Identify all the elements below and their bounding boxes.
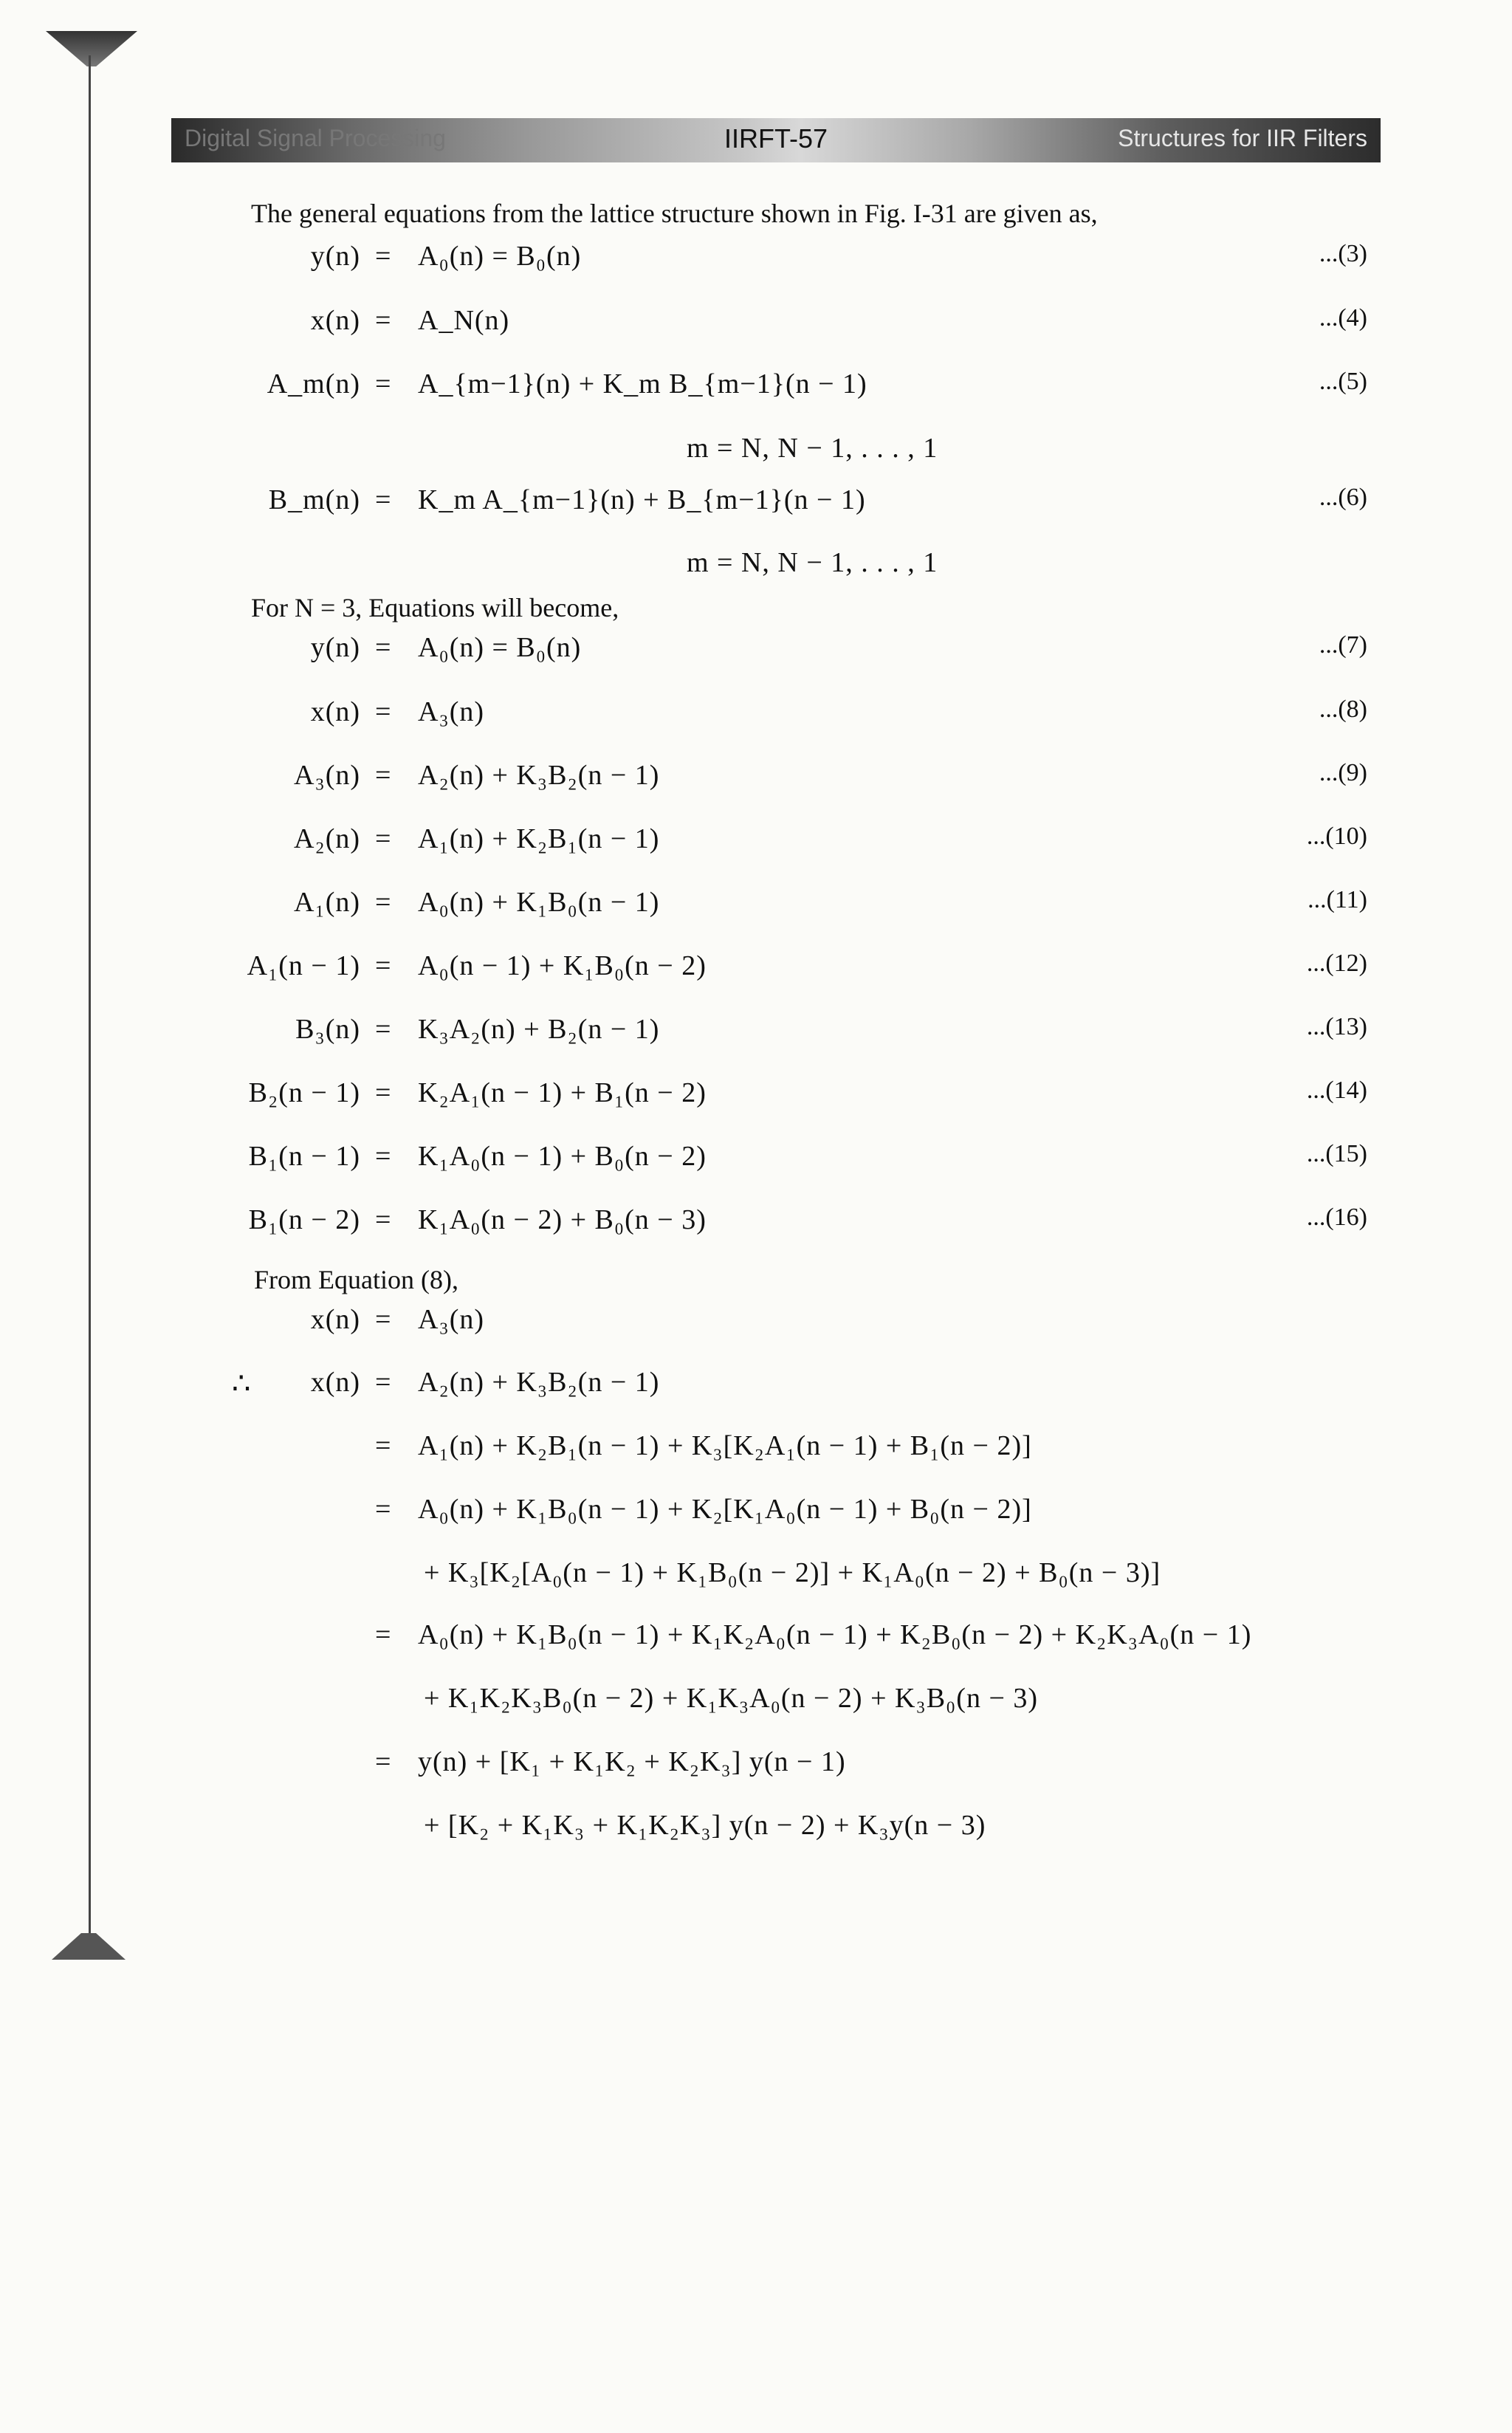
equals-sign: =	[375, 484, 391, 515]
equals-sign: =	[375, 887, 391, 918]
equation-rhs: A₃(n)	[418, 1304, 484, 1335]
derivation-step-3-continued	[0, 1682, 1512, 1726]
equation-8	[0, 696, 1512, 740]
equation-lhs: x(n)	[310, 305, 360, 336]
equals-sign: =	[375, 1204, 391, 1235]
equals-sign: =	[375, 1077, 391, 1108]
equation-rhs: K₁A₀(n − 1) + B₀(n − 2)	[418, 1141, 707, 1172]
equals-sign: =	[375, 1304, 391, 1335]
equation-12	[0, 950, 1512, 994]
equation-number: ...(9)	[1319, 759, 1367, 786]
equation-lhs: x(n)	[310, 1304, 360, 1335]
equals-sign: =	[375, 1746, 391, 1777]
equation-number: ...(12)	[1306, 950, 1367, 977]
equation-15	[0, 1140, 1512, 1184]
equation-number: ...(8)	[1319, 696, 1367, 723]
equals-sign: =	[375, 1619, 391, 1650]
derivation-step-2-continued	[0, 1557, 1512, 1601]
equation-lhs: B₁(n − 2)	[248, 1204, 360, 1235]
for-n3-text: For N = 3, Equations will become,	[251, 593, 619, 622]
equation-number: ...(13)	[1306, 1013, 1367, 1040]
equation-number: ...(6)	[1319, 484, 1367, 511]
equation-lhs: x(n)	[310, 1367, 360, 1398]
equation-rhs: A₂(n) + K₃B₂(n − 1)	[418, 1367, 660, 1398]
equation-number: ...(15)	[1306, 1140, 1367, 1167]
equals-sign: =	[375, 1014, 391, 1045]
equation-rhs: A₀(n − 1) + K₁B₀(n − 2)	[418, 950, 707, 981]
equation-rhs: A_N(n)	[418, 305, 510, 336]
equation-6	[0, 484, 1512, 528]
equation-lhs: A_m(n)	[267, 368, 360, 399]
equation-lhs: A₂(n)	[294, 823, 360, 854]
derivation-line-2	[0, 1366, 1512, 1410]
equation-number: ...(16)	[1306, 1204, 1367, 1231]
equation-lhs: B₁(n − 1)	[248, 1141, 360, 1172]
derivation-expression: + [K₂ + K₁K₃ + K₁K₂K₃] y(n − 2) + K₃y(n − 3)	[424, 1810, 986, 1841]
equation-rhs: K₂A₁(n − 1) + B₁(n − 2)	[418, 1077, 707, 1108]
equation-10	[0, 823, 1512, 867]
therefore-symbol: ∴	[232, 1367, 251, 1400]
equation-lhs: A₁(n)	[294, 887, 360, 918]
equation-rhs: K₃A₂(n) + B₂(n − 1)	[418, 1014, 660, 1045]
equation-rhs: A₀(n) + K₁B₀(n − 1)	[418, 887, 660, 918]
page-header	[171, 118, 1381, 162]
binding-clip	[46, 31, 137, 66]
equation-lhs: y(n)	[310, 241, 360, 272]
equation-rhs: A₀(n) = B₀(n)	[418, 241, 582, 272]
equation-3	[0, 240, 1512, 284]
equation-number: ...(4)	[1319, 304, 1367, 332]
equation-rhs: K₁A₀(n − 2) + B₀(n − 3)	[418, 1204, 707, 1235]
equation-4	[0, 304, 1512, 349]
equation-number: ...(3)	[1319, 240, 1367, 267]
equation-number: ...(11)	[1307, 886, 1367, 913]
equation-number: ...(7)	[1319, 631, 1367, 659]
derivation-step-2	[0, 1493, 1512, 1537]
equals-sign: =	[375, 950, 391, 981]
equation-rhs: A₂(n) + K₃B₂(n − 1)	[418, 760, 660, 791]
derivation-expression: A₀(n) + K₁B₀(n − 1) + K₁K₂A₀(n − 1) + K₂B₀(n − 2) + K₂K₃A₀(n − 1)	[418, 1619, 1252, 1650]
equals-sign: =	[375, 823, 391, 854]
derivation-expression: A₁(n) + K₂B₁(n − 1) + K₃[K₂A₁(n − 1) + B₁(n − 2)]	[418, 1430, 1032, 1461]
equation-lhs: x(n)	[310, 696, 360, 727]
equals-sign: =	[375, 696, 391, 727]
derivation-expression: A₀(n) + K₁B₀(n − 1) + K₂[K₁A₀(n − 1) + B₀(n − 2)]	[418, 1494, 1032, 1525]
derivation-expression: y(n) + [K₁ + K₁K₂ + K₂K₃] y(n − 1)	[418, 1746, 846, 1777]
equation-14	[0, 1077, 1512, 1121]
derivation-line-1	[0, 1303, 1512, 1348]
equation-rhs: A₀(n) = B₀(n)	[418, 632, 582, 663]
header-left-text: Digital Signal Processing	[185, 125, 446, 151]
equation-11	[0, 886, 1512, 930]
intro-text: The general equations from the lattice structure shown in Fig. I-31 are given as,	[251, 199, 1098, 228]
binding-foot	[52, 1933, 126, 1960]
derivation-step-4	[0, 1746, 1512, 1790]
derivation-step-4-continued	[0, 1809, 1512, 1853]
equation-rhs: K_m A_{m−1}(n) + B_{m−1}(n − 1)	[418, 484, 866, 515]
equation-7	[0, 631, 1512, 676]
equation-rhs: A₁(n) + K₂B₁(n − 1)	[418, 823, 660, 854]
equals-sign: =	[375, 1141, 391, 1172]
equals-sign: =	[375, 760, 391, 791]
equation-lhs: B₃(n)	[295, 1014, 360, 1045]
from-equation-text: From Equation (8),	[254, 1265, 458, 1294]
equation-number: ...(5)	[1319, 368, 1367, 395]
equation-rhs: A₃(n)	[418, 696, 484, 727]
equation-5-condition: m = N, N − 1, . . . , 1	[687, 433, 938, 464]
equals-sign: =	[375, 305, 391, 336]
derivation-step-3	[0, 1619, 1512, 1663]
equation-9	[0, 759, 1512, 803]
header-title: IIRFT-57	[724, 123, 828, 154]
equation-13	[0, 1013, 1512, 1057]
equation-6-condition: m = N, N − 1, . . . , 1	[687, 547, 938, 578]
equals-sign: =	[375, 368, 391, 399]
equals-sign: =	[375, 241, 391, 272]
equation-lhs: A₃(n)	[294, 760, 360, 791]
derivation-expression: + K₁K₂K₃B₀(n − 2) + K₁K₃A₀(n − 2) + K₃B₀(n − 3)	[424, 1683, 1039, 1714]
equation-16	[0, 1204, 1512, 1248]
equals-sign: =	[375, 632, 391, 663]
equation-lhs: y(n)	[310, 632, 360, 663]
equals-sign: =	[375, 1430, 391, 1461]
equals-sign: =	[375, 1367, 391, 1398]
derivation-expression: + K₃[K₂[A₀(n − 1) + K₁B₀(n − 2)] + K₁A₀(n − 2) + B₀(n − 3)]	[424, 1557, 1161, 1588]
equation-rhs: A_{m−1}(n) + K_m B_{m−1}(n − 1)	[418, 368, 867, 399]
equation-lhs: B_m(n)	[268, 484, 360, 515]
equation-number: ...(14)	[1306, 1077, 1367, 1104]
equals-sign: =	[375, 1494, 391, 1525]
derivation-step-1	[0, 1430, 1512, 1474]
equation-5	[0, 368, 1512, 412]
equation-lhs: B₂(n − 1)	[248, 1077, 360, 1108]
equation-number: ...(10)	[1306, 823, 1367, 850]
equation-lhs: A₁(n − 1)	[247, 950, 360, 981]
header-right-text: Structures for IIR Filters	[1118, 125, 1367, 151]
